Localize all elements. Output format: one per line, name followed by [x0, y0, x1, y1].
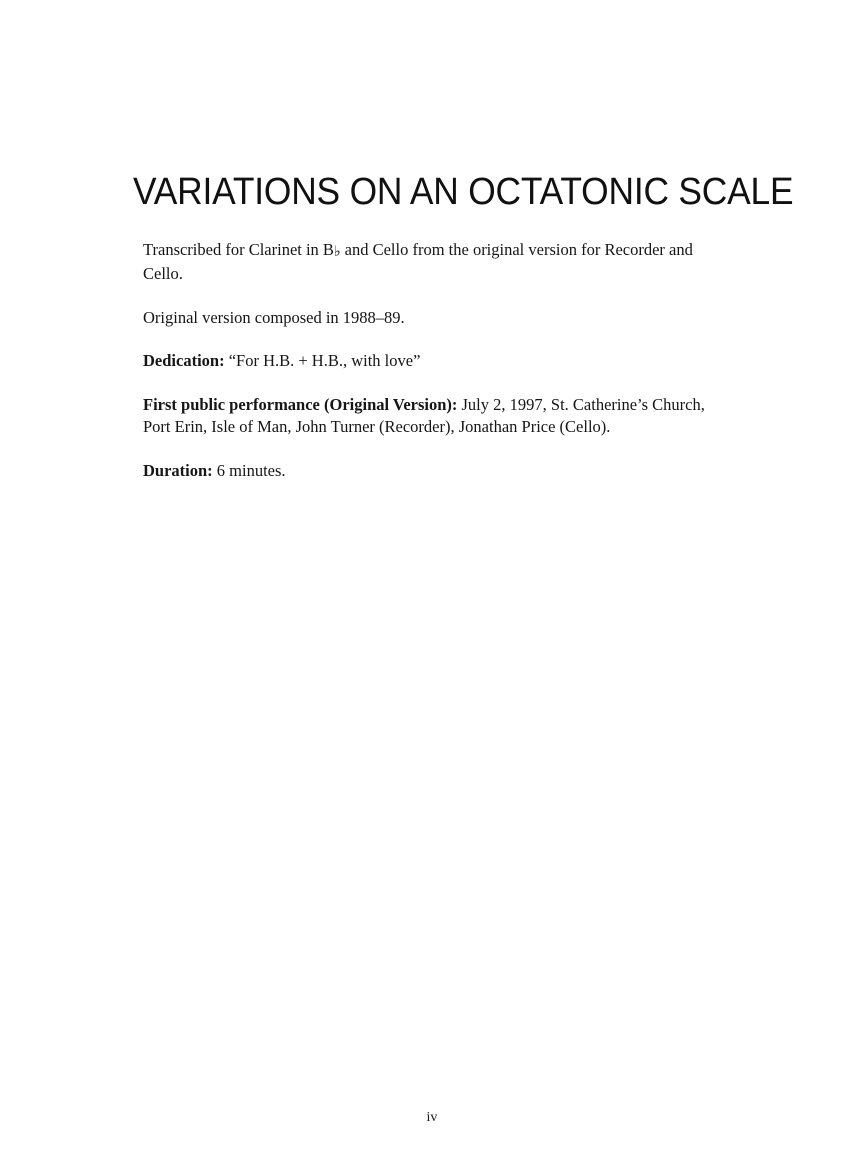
flat-symbol-icon: ♭	[333, 243, 341, 260]
page-number: iv	[426, 1110, 438, 1125]
first-performance-value: July 2, 1997, St. Catherine’s Church, Port Erin, Isle of Man, John Turner (Recorder), Jonathan Price (Cello).	[143, 394, 705, 437]
first-performance-note	[143, 394, 708, 439]
duration-note	[143, 460, 708, 483]
original-version-note: Original version composed in 1988–89.	[143, 307, 405, 327]
transcription-text-before-flat: Transcribed for Clarinet in B	[143, 240, 334, 259]
dedication-value: “For H.B. + H.B., with love”	[228, 351, 421, 371]
duration-label: Duration:	[143, 460, 213, 480]
page-title: VARIATIONS ON AN OCTATONIC SCALE	[133, 171, 794, 214]
dedication-label: Dedication:	[143, 351, 225, 371]
first-performance-label: First public performance (Original Version):	[143, 394, 458, 414]
dedication-note	[143, 350, 708, 373]
transcription-text-after-flat: and Cello from the original version for Recorder and Cello.	[143, 240, 693, 284]
front-matter-body	[143, 239, 708, 482]
duration-value: 6 minutes.	[216, 460, 286, 480]
transcription-note	[143, 239, 708, 286]
